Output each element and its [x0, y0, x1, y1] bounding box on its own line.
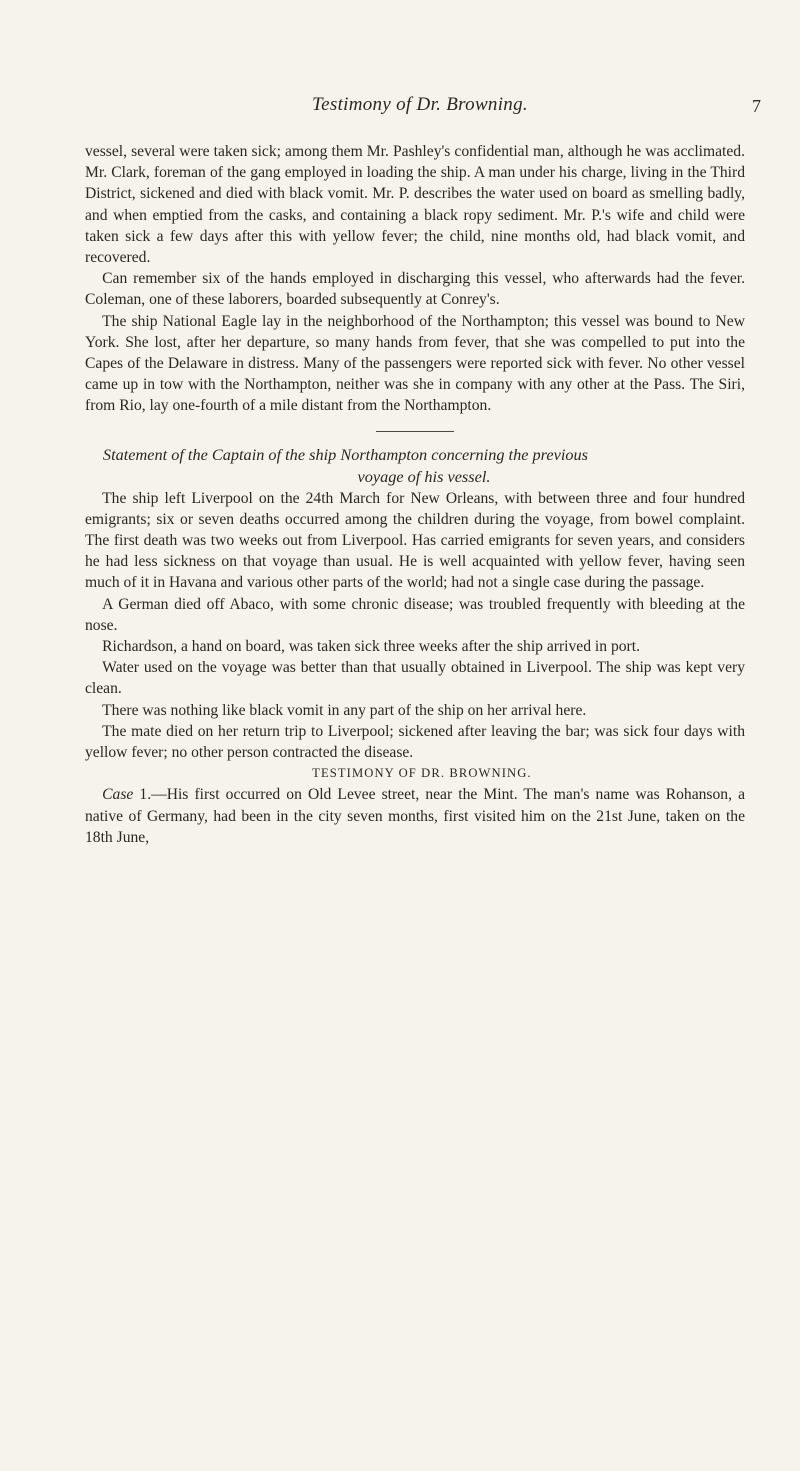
page-number: 7 [752, 96, 761, 116]
paragraph: Richardson, a hand on board, was taken sick three weeks after the ship arrived in port. [102, 638, 640, 656]
paragraph: The ship National Eagle lay in the neighborhood of the Northampton; this vessel was bound to New York. She lost, after her departure, so many hands from fever, that she was compelled to put into the Capes of the Delaware in distress. Many of the passengers were reported sick with fever. No other vessel came up in tow with the Northampton, neither was she in company with any other at the Pass. The Siri, from Rio, lay one-fourth of a mile distant from the Northampton. [85, 312, 745, 415]
paragraph: A German died off Abaco, with some chronic disease; was troubled frequently with bleeding at the nose. [85, 595, 745, 634]
testimony-heading: TESTIMONY OF DR. BROWNING. [312, 766, 532, 781]
paragraph: Can remember six of the hands employed in discharging this vessel, who afterwards had the fever. Coleman, one of these laborers, boarded subsequently at Conrey's. [85, 270, 745, 309]
paragraph: vessel, several were taken sick; among them Mr. Pashley's confidential man, although he was acclimated. Mr. Clark, foreman of the gang employed in loading the ship. A man under his charge, living in the Third District, sickened and died with black vomit. Mr. P. describes the water used on board as smelling badly, and when emptied from the casks, and containing a black ropy sediment. Mr. P.'s wife and child were taken sick a few days after this with yellow fever; the child, nine months old, had black vomit, and recovered. [85, 143, 745, 267]
paragraph: The ship left Liverpool on the 24th March for New Orleans, with between three and four hundred emigrants; six or seven deaths occurred among the children during the voyage, from bowel complaint. The first death was two weeks out from Liverpool. Has carried emigrants for seven years, and considers he had less sickness on that voyage than usual. He is well acquainted with yellow fever, having seen much of it in Havana and various other parts of the world; had not a single case during the passage. [85, 489, 745, 592]
paragraph: The mate died on her return trip to Liverpool; sickened after leaving the bar; was sick four days with yellow fever; no other person contracted the disease. [85, 722, 745, 762]
paragraph: Water used on the voyage was better than that usually obtained in Liverpool. The ship was kept very clean. [85, 659, 745, 698]
page-body [85, 141, 745, 848]
running-title: Testimony of Dr. Browning. [312, 94, 528, 115]
section-divider [376, 431, 454, 432]
section-heading-line2: voyage of his vessel. [357, 466, 491, 486]
section-heading [85, 444, 745, 488]
running-head [0, 94, 800, 134]
case-text: 1.—His first occurred on Old Levee street, near the Mint. The man's name was Rohanson, a native of Germany, had been in the city seven months, first visited him on the 21st June, taken on the 18th June, [85, 786, 745, 846]
case-label: Case [102, 786, 134, 804]
case-paragraph [85, 784, 745, 848]
section-heading-line1: Statement of the Captain of the ship Northampton concerning the previous [102, 444, 588, 464]
paragraph: There was nothing like black vomit in any part of the ship on her arrival here. [102, 701, 587, 719]
